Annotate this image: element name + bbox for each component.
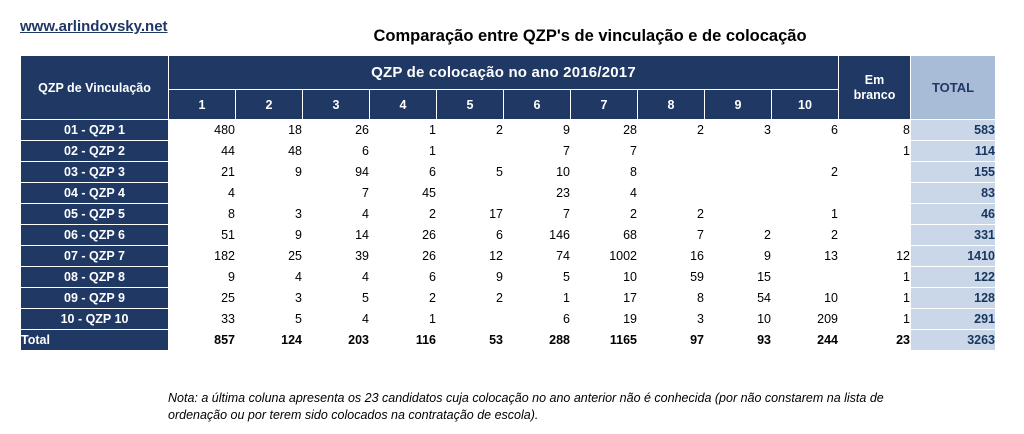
cell xyxy=(705,141,772,162)
footer-cell: 97 xyxy=(638,330,705,351)
cell xyxy=(236,183,303,204)
cell: 2 xyxy=(705,225,772,246)
cell-total: 583 xyxy=(911,120,996,141)
cell-blank xyxy=(839,225,911,246)
cell: 3 xyxy=(638,309,705,330)
cell: 209 xyxy=(772,309,839,330)
cell-total: 128 xyxy=(911,288,996,309)
cell-blank: 1 xyxy=(839,267,911,288)
cell: 18 xyxy=(236,120,303,141)
cell-total: 46 xyxy=(911,204,996,225)
cell: 7 xyxy=(571,141,638,162)
cell: 48 xyxy=(236,141,303,162)
cell: 4 xyxy=(571,183,638,204)
cell: 1 xyxy=(504,288,571,309)
table-row xyxy=(21,288,996,309)
table-row xyxy=(21,120,996,141)
footer-cell: 244 xyxy=(772,330,839,351)
cell: 4 xyxy=(303,204,370,225)
row-label: 02 - QZP 2 xyxy=(21,141,169,162)
cell xyxy=(437,309,504,330)
cell xyxy=(705,183,772,204)
cell: 15 xyxy=(705,267,772,288)
cell: 2 xyxy=(370,204,437,225)
cell-total: 83 xyxy=(911,183,996,204)
table-row xyxy=(21,183,996,204)
blank-column-header xyxy=(839,56,911,120)
cell: 13 xyxy=(772,246,839,267)
page-title: Comparação entre QZP's de vinculação e de colocação xyxy=(373,27,807,45)
cell: 6 xyxy=(370,162,437,183)
cell: 54 xyxy=(705,288,772,309)
table-note: Nota: a última coluna apresenta os 23 candidatos cuja colocação no ano anterior não é conhecida (por não constarem na lista de ordenação ou por terem sido colocados na contratação de escola). xyxy=(168,391,884,422)
cell: 2 xyxy=(437,120,504,141)
cell-blank: 1 xyxy=(839,309,911,330)
table-header-row-group xyxy=(21,56,996,90)
cell: 2 xyxy=(638,204,705,225)
cell: 10 xyxy=(705,309,772,330)
cell: 28 xyxy=(571,120,638,141)
column-header-5: 5 xyxy=(437,90,504,120)
column-header-9: 9 xyxy=(705,90,772,120)
column-header-3: 3 xyxy=(303,90,370,120)
cell: 16 xyxy=(638,246,705,267)
footer-cell: 124 xyxy=(236,330,303,351)
footer-cell: 203 xyxy=(303,330,370,351)
cell xyxy=(437,141,504,162)
cell: 9 xyxy=(236,225,303,246)
cell: 1002 xyxy=(571,246,638,267)
blank-column-header-line2: branco xyxy=(853,87,896,102)
cell-total: 122 xyxy=(911,267,996,288)
cell: 8 xyxy=(571,162,638,183)
cell: 480 xyxy=(169,120,236,141)
row-label: 06 - QZP 6 xyxy=(21,225,169,246)
cell: 2 xyxy=(772,162,839,183)
cell-blank xyxy=(839,162,911,183)
qzp-comparison-table xyxy=(20,55,996,351)
footer-label: Total xyxy=(21,330,169,351)
cell: 1 xyxy=(370,309,437,330)
cell: 39 xyxy=(303,246,370,267)
cell: 9 xyxy=(705,246,772,267)
cell-blank xyxy=(839,204,911,225)
cell-total: 291 xyxy=(911,309,996,330)
row-label: 03 - QZP 3 xyxy=(21,162,169,183)
cell-total: 155 xyxy=(911,162,996,183)
cell: 7 xyxy=(638,225,705,246)
table-row xyxy=(21,225,996,246)
cell-blank: 1 xyxy=(839,288,911,309)
cell: 182 xyxy=(169,246,236,267)
cell-total: 114 xyxy=(911,141,996,162)
site-link[interactable]: www.arlindovsky.net xyxy=(20,18,168,35)
table-footer-row xyxy=(21,330,996,351)
cell: 12 xyxy=(437,246,504,267)
row-label: 04 - QZP 4 xyxy=(21,183,169,204)
footer-cell-blank: 23 xyxy=(839,330,911,351)
footer-cell: 116 xyxy=(370,330,437,351)
cell: 17 xyxy=(571,288,638,309)
cell: 25 xyxy=(169,288,236,309)
footer-cell-total: 3263 xyxy=(911,330,996,351)
column-group-header: QZP de colocação no ano 2016/2017 xyxy=(169,56,839,90)
cell: 5 xyxy=(504,267,571,288)
cell: 45 xyxy=(370,183,437,204)
cell: 10 xyxy=(504,162,571,183)
footer-cell: 1165 xyxy=(571,330,638,351)
cell: 1 xyxy=(370,141,437,162)
cell-blank: 1 xyxy=(839,141,911,162)
cell: 9 xyxy=(504,120,571,141)
cell: 59 xyxy=(638,267,705,288)
cell: 3 xyxy=(236,204,303,225)
cell: 68 xyxy=(571,225,638,246)
cell: 44 xyxy=(169,141,236,162)
cell: 7 xyxy=(504,204,571,225)
cell: 94 xyxy=(303,162,370,183)
column-header-4: 4 xyxy=(370,90,437,120)
row-label: 08 - QZP 8 xyxy=(21,267,169,288)
cell: 23 xyxy=(504,183,571,204)
cell-total: 331 xyxy=(911,225,996,246)
cell: 74 xyxy=(504,246,571,267)
cell xyxy=(772,183,839,204)
cell: 6 xyxy=(504,309,571,330)
cell: 26 xyxy=(370,246,437,267)
cell: 7 xyxy=(504,141,571,162)
cell xyxy=(437,183,504,204)
cell: 6 xyxy=(437,225,504,246)
cell: 5 xyxy=(236,309,303,330)
cell: 5 xyxy=(303,288,370,309)
cell: 2 xyxy=(638,120,705,141)
cell xyxy=(705,162,772,183)
footer-cell: 288 xyxy=(504,330,571,351)
cell: 9 xyxy=(437,267,504,288)
column-header-10: 10 xyxy=(772,90,839,120)
cell: 26 xyxy=(303,120,370,141)
column-header-8: 8 xyxy=(638,90,705,120)
cell: 2 xyxy=(437,288,504,309)
column-header-6: 6 xyxy=(504,90,571,120)
cell: 6 xyxy=(772,120,839,141)
cell: 21 xyxy=(169,162,236,183)
cell-blank: 8 xyxy=(839,120,911,141)
footer-cell: 53 xyxy=(437,330,504,351)
cell xyxy=(772,267,839,288)
cell xyxy=(638,183,705,204)
column-header-1: 1 xyxy=(169,90,236,120)
cell: 9 xyxy=(169,267,236,288)
column-header-7: 7 xyxy=(571,90,638,120)
cell: 4 xyxy=(303,267,370,288)
cell xyxy=(772,141,839,162)
cell: 33 xyxy=(169,309,236,330)
cell: 7 xyxy=(303,183,370,204)
cell: 6 xyxy=(370,267,437,288)
cell xyxy=(638,141,705,162)
cell: 10 xyxy=(571,267,638,288)
cell: 14 xyxy=(303,225,370,246)
cell: 4 xyxy=(236,267,303,288)
table-row xyxy=(21,267,996,288)
cell: 8 xyxy=(169,204,236,225)
cell: 2 xyxy=(370,288,437,309)
cell-blank: 12 xyxy=(839,246,911,267)
cell: 17 xyxy=(437,204,504,225)
table-body xyxy=(21,120,996,330)
cell xyxy=(638,162,705,183)
table-footer xyxy=(21,330,996,351)
footer-cell: 93 xyxy=(705,330,772,351)
cell: 4 xyxy=(169,183,236,204)
cell: 6 xyxy=(303,141,370,162)
cell: 1 xyxy=(772,204,839,225)
cell: 2 xyxy=(571,204,638,225)
cell: 19 xyxy=(571,309,638,330)
table-row xyxy=(21,246,996,267)
table-row xyxy=(21,141,996,162)
cell: 26 xyxy=(370,225,437,246)
cell: 3 xyxy=(236,288,303,309)
cell: 5 xyxy=(437,162,504,183)
cell: 2 xyxy=(772,225,839,246)
footer-cell: 857 xyxy=(169,330,236,351)
cell: 9 xyxy=(236,162,303,183)
row-label: 07 - QZP 7 xyxy=(21,246,169,267)
cell: 3 xyxy=(705,120,772,141)
row-label: 10 - QZP 10 xyxy=(21,309,169,330)
total-column-header: TOTAL xyxy=(911,56,996,120)
column-header-2: 2 xyxy=(236,90,303,120)
cell: 51 xyxy=(169,225,236,246)
cell: 1 xyxy=(370,120,437,141)
cell: 146 xyxy=(504,225,571,246)
cell: 10 xyxy=(772,288,839,309)
table-header xyxy=(21,56,996,120)
cell: 8 xyxy=(638,288,705,309)
cell: 4 xyxy=(303,309,370,330)
cell: 25 xyxy=(236,246,303,267)
table-row xyxy=(21,204,996,225)
row-label: 05 - QZP 5 xyxy=(21,204,169,225)
table-row xyxy=(21,162,996,183)
cell-blank xyxy=(839,183,911,204)
cell-total: 1410 xyxy=(911,246,996,267)
blank-column-header-line1: Em xyxy=(864,72,885,87)
table-row xyxy=(21,309,996,330)
row-label: 01 - QZP 1 xyxy=(21,120,169,141)
row-header-label: QZP de Vinculação xyxy=(21,56,169,120)
cell xyxy=(705,204,772,225)
row-label: 09 - QZP 9 xyxy=(21,288,169,309)
